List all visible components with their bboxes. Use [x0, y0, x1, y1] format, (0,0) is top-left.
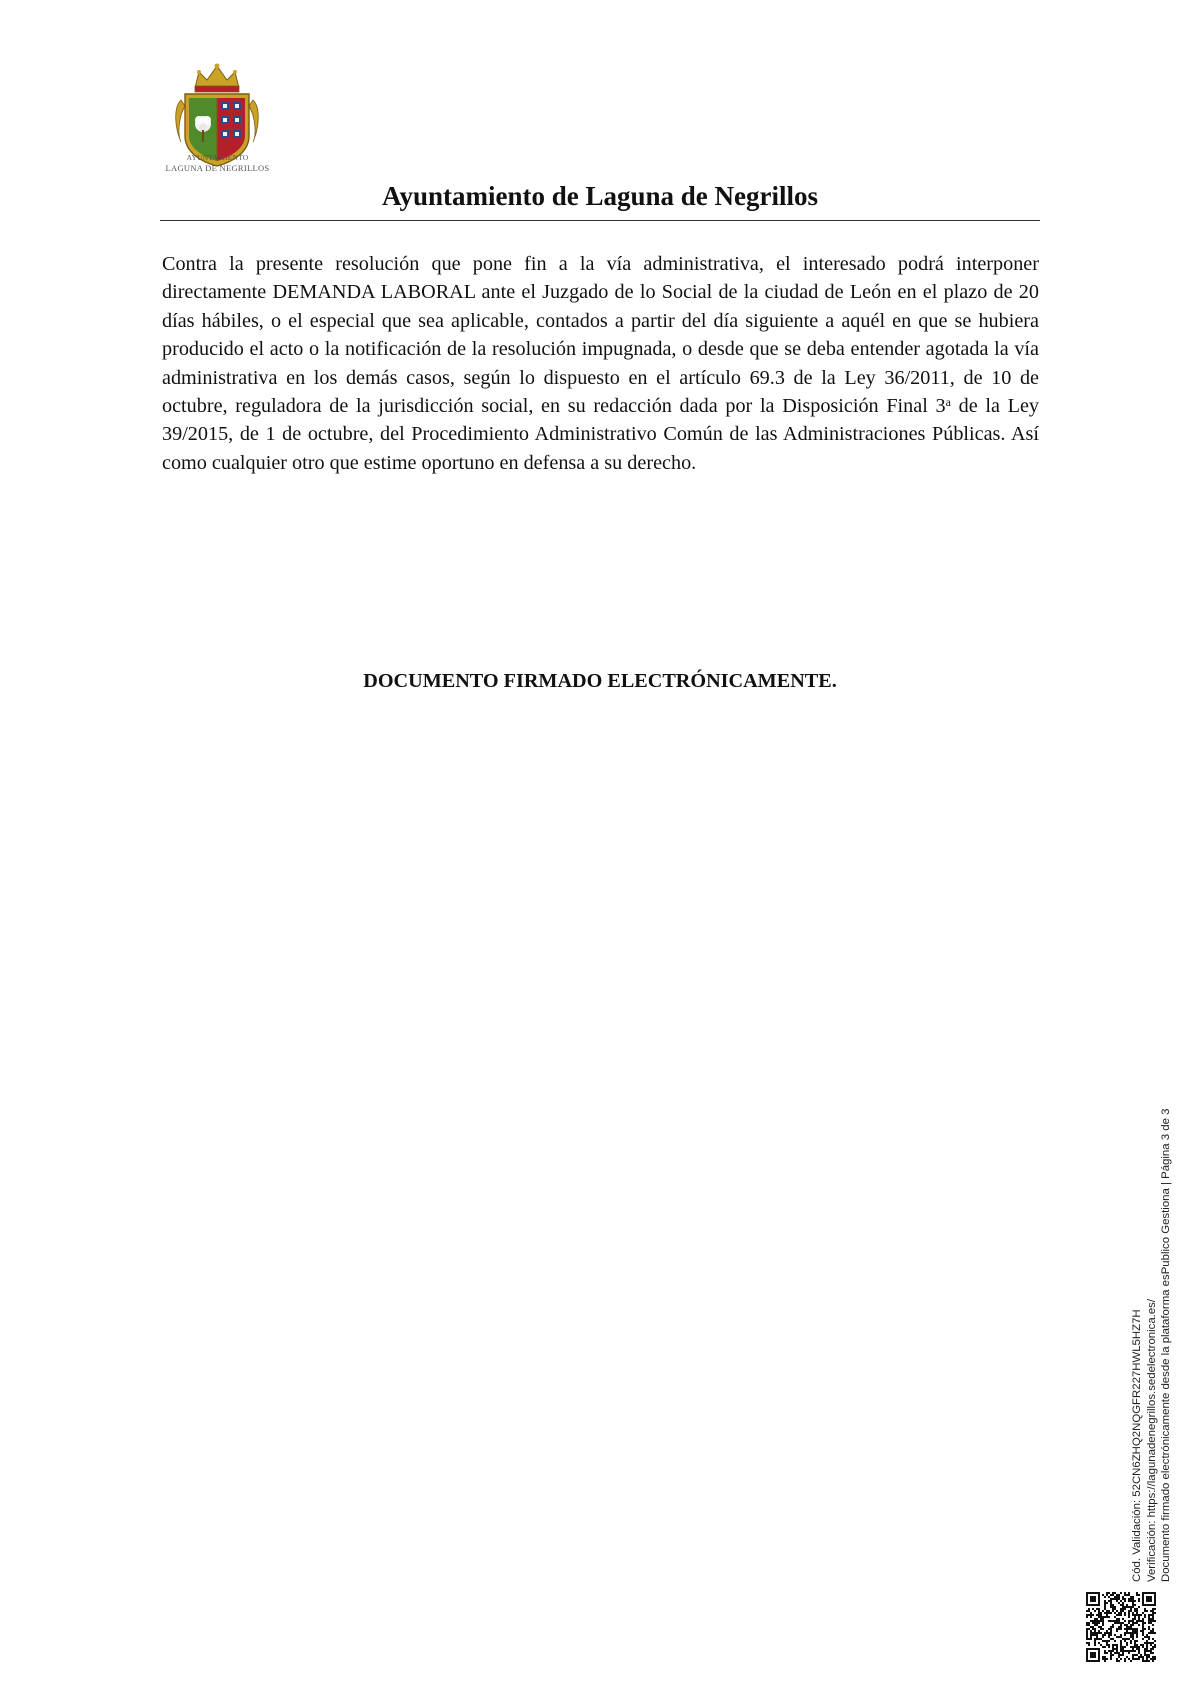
paragraph-superscript: a — [945, 395, 951, 410]
validation-code: Cód. Validación: 52CN6ZHQ2NQGFR227HWL5HZ7H — [1131, 1309, 1143, 1582]
crown-icon — [195, 64, 239, 93]
verification-url[interactable]: Verificación: https://lagunadenegrillos.sedelectronica.es/ — [1145, 1298, 1158, 1582]
crest-caption-line2: LAGUNA DE NEGRILLOS — [165, 163, 270, 173]
qr-code-icon — [1086, 1592, 1156, 1662]
paragraph-text-part1: Contra la presente resolución que pone fin a la vía administrativa, el interesado podrá interponer directamente DEMANDA LABORAL ante el Juzgado de lo Social de la ciudad de León en el plazo de 20 días hábiles, o el especial que sea aplicable, contados a partir del día siguiente a aquél en que se hubiera producido el acto o la notificación de la resolución impugnada, o desde que se deba entender agotada la vía administrativa en los demás casos, según lo dispuesto en el artículo 69.3 de la Ley 36/2011, de 10 de octubre, reguladora de la jurisdicción social, en su redacción dada por la Disposición Final 3 — [162, 253, 1039, 418]
resolution-paragraph — [162, 250, 1039, 477]
page-title: Ayuntamiento de Laguna de Negrillos — [381, 181, 819, 211]
paragraph-text-part2: de la Ley 39/2015, de 1 de octubre, del Procedimiento Administrativo Común de las Administraciones Públicas. Así como cualquier otro que estime oportuno en defensa a su derecho. — [162, 395, 1039, 474]
header-divider — [160, 220, 1040, 221]
platform-page-note: Documento firmado electrónicamente desde la plataforma esPublico Gestiona | Página 3 de 3 — [1160, 1108, 1173, 1582]
electronic-signature-note: DOCUMENTO FIRMADO ELECTRÓNICAMENTE. — [363, 670, 837, 692]
crest-caption-line1: AYUNTAMIENTO — [186, 153, 249, 162]
verification-sidebar — [1130, 1062, 1178, 1582]
